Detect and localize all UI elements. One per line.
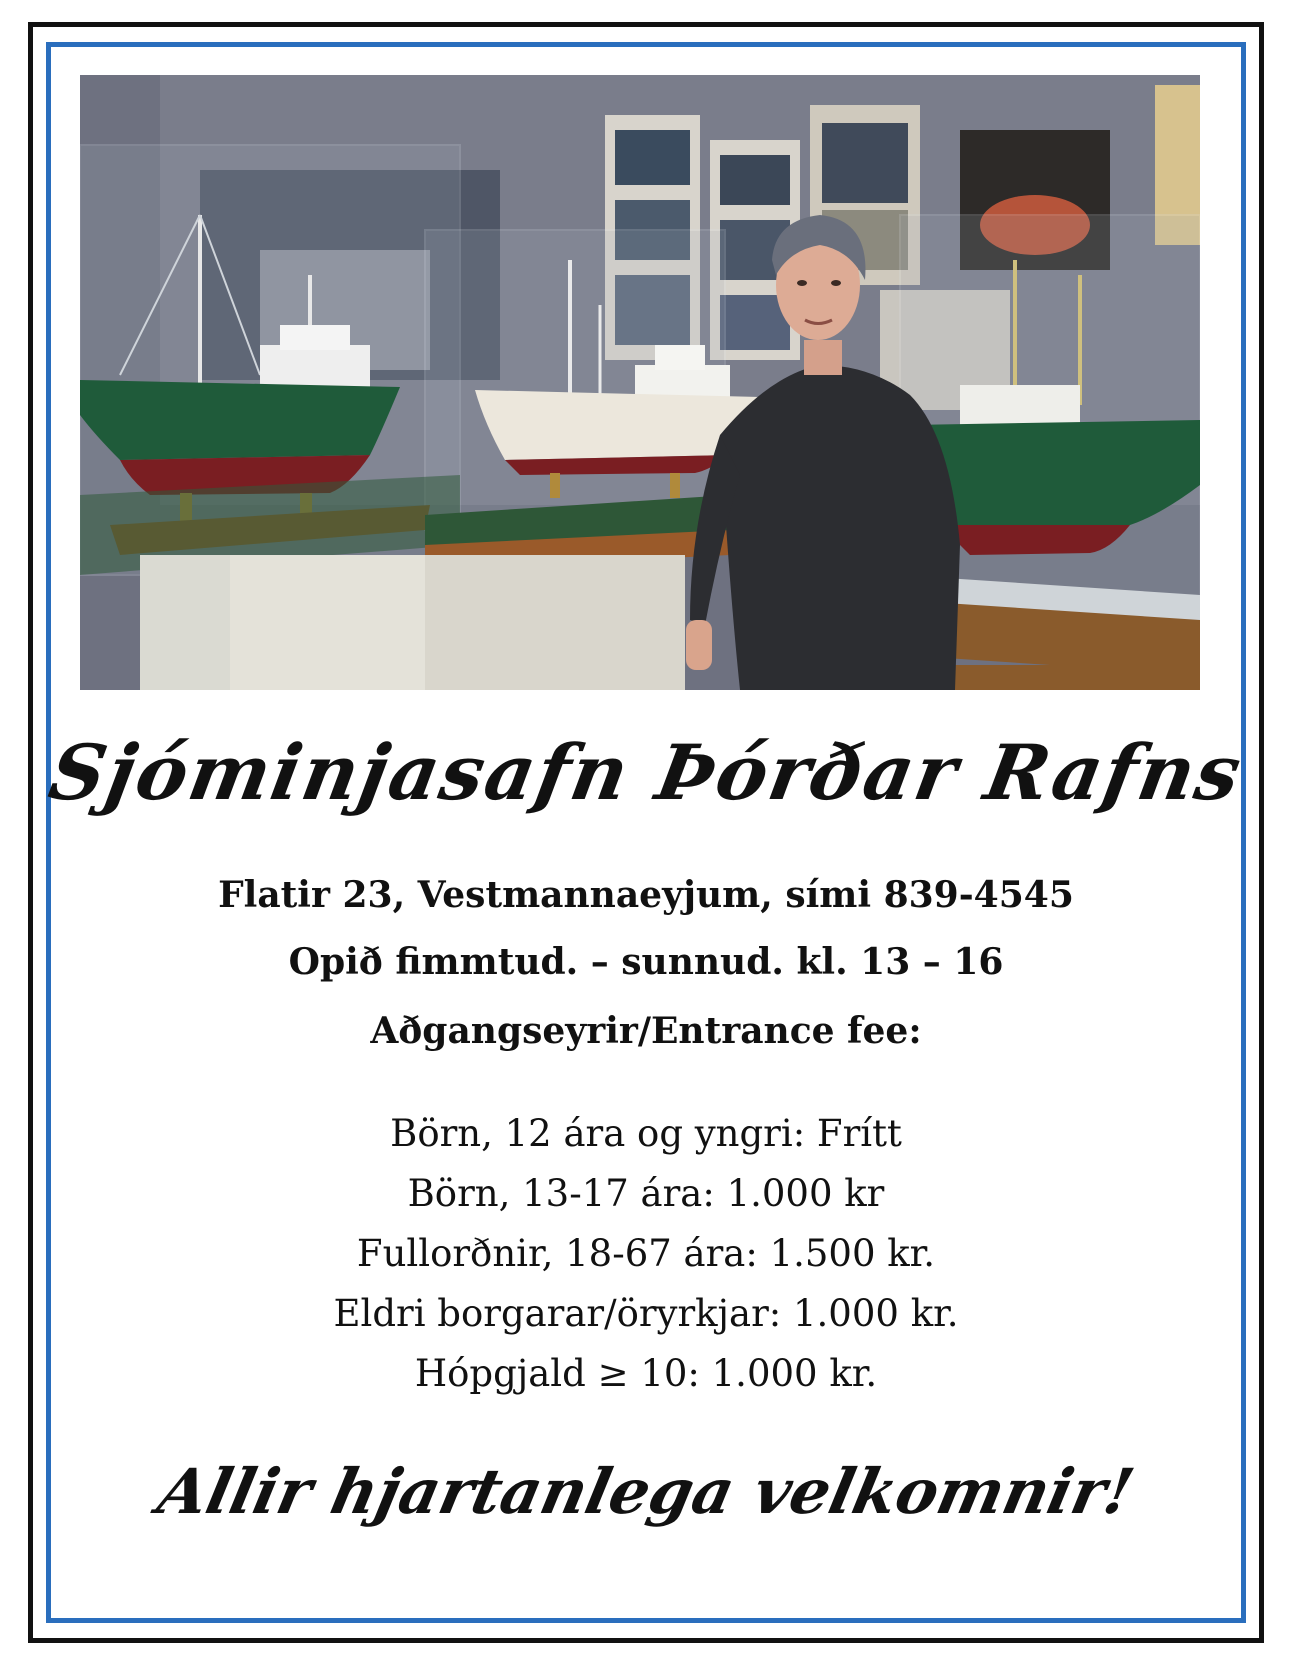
museum-title: Sjóminjasafn Þórðar Rafns [42,728,1250,817]
price-item: Börn, 13-17 ára: 1.000 kr [407,1172,885,1215]
welcome-message: Allir hjartanlega velkomnir! [151,1455,1141,1528]
ship-models-photo-illustration [80,75,1200,690]
address-line: Flatir 23, Vestmannaeyjum, sími 839-4545 [218,874,1074,916]
price-item: Fullorðnir, 18-67 ára: 1.500 kr. [356,1232,936,1275]
price-list [0,1104,1292,1404]
entrance-fee-heading: Aðgangseyrir/Entrance fee: [370,1010,922,1052]
price-item: Hópgjald ≥ 10: 1.000 kr. [414,1352,878,1395]
opening-hours: Opið fimmtud. – sunnud. kl. 13 – 16 [288,941,1004,983]
museum-photo [80,75,1200,690]
price-item: Börn, 12 ára og yngri: Frítt [390,1112,902,1155]
price-item: Eldri borgarar/öryrkjar: 1.000 kr. [333,1292,959,1335]
